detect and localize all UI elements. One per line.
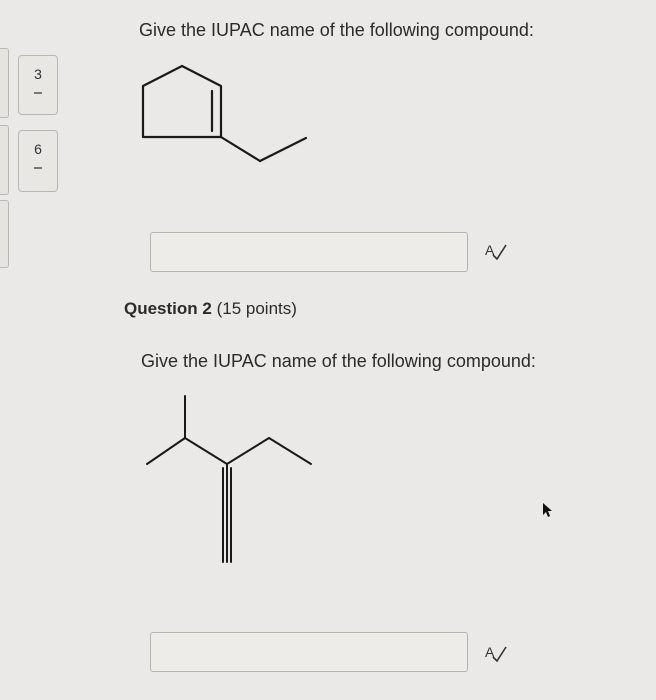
question-nav-item-6[interactable] [18, 130, 58, 192]
question-1-answer-input[interactable] [150, 232, 468, 272]
chain-bond-3 [227, 438, 269, 464]
question-1-prompt: Give the IUPAC name of the following compound: [139, 20, 534, 40]
mouse-cursor-icon [542, 502, 556, 518]
spellcheck-icon[interactable] [484, 240, 508, 262]
chain-bond-2 [185, 438, 227, 464]
unanswered-dash-icon [34, 92, 42, 94]
chain-bond-4 [269, 438, 311, 464]
question-2-answer-input[interactable] [150, 632, 468, 672]
unanswered-dash-icon [34, 167, 42, 169]
sidebar-edge-tab-2 [0, 125, 9, 195]
spellcheck-icon[interactable] [484, 642, 508, 664]
sidebar-edge-tab-1 [0, 48, 9, 118]
svg-text:A: A [485, 242, 495, 258]
sidebar-edge-tab-3 [0, 200, 9, 268]
ring-bonds [143, 66, 221, 137]
chain-bond-1 [147, 438, 185, 464]
ethylcyclopentene-structure [130, 55, 330, 165]
question-2-prompt: Give the IUPAC name of the following compound: [141, 351, 536, 371]
question-2-title: Question 2 [124, 299, 212, 318]
alkyne-structure [140, 390, 330, 570]
ethyl-bond-1 [221, 137, 260, 161]
ethyl-bond-2 [260, 138, 306, 161]
question-2-heading [124, 299, 297, 319]
question-nav-number: 3 [34, 66, 42, 82]
question-2-points: (15 points) [216, 299, 297, 318]
question-nav-item-3[interactable] [18, 55, 58, 115]
svg-text:A: A [485, 644, 495, 660]
question-nav-number: 6 [34, 141, 42, 157]
